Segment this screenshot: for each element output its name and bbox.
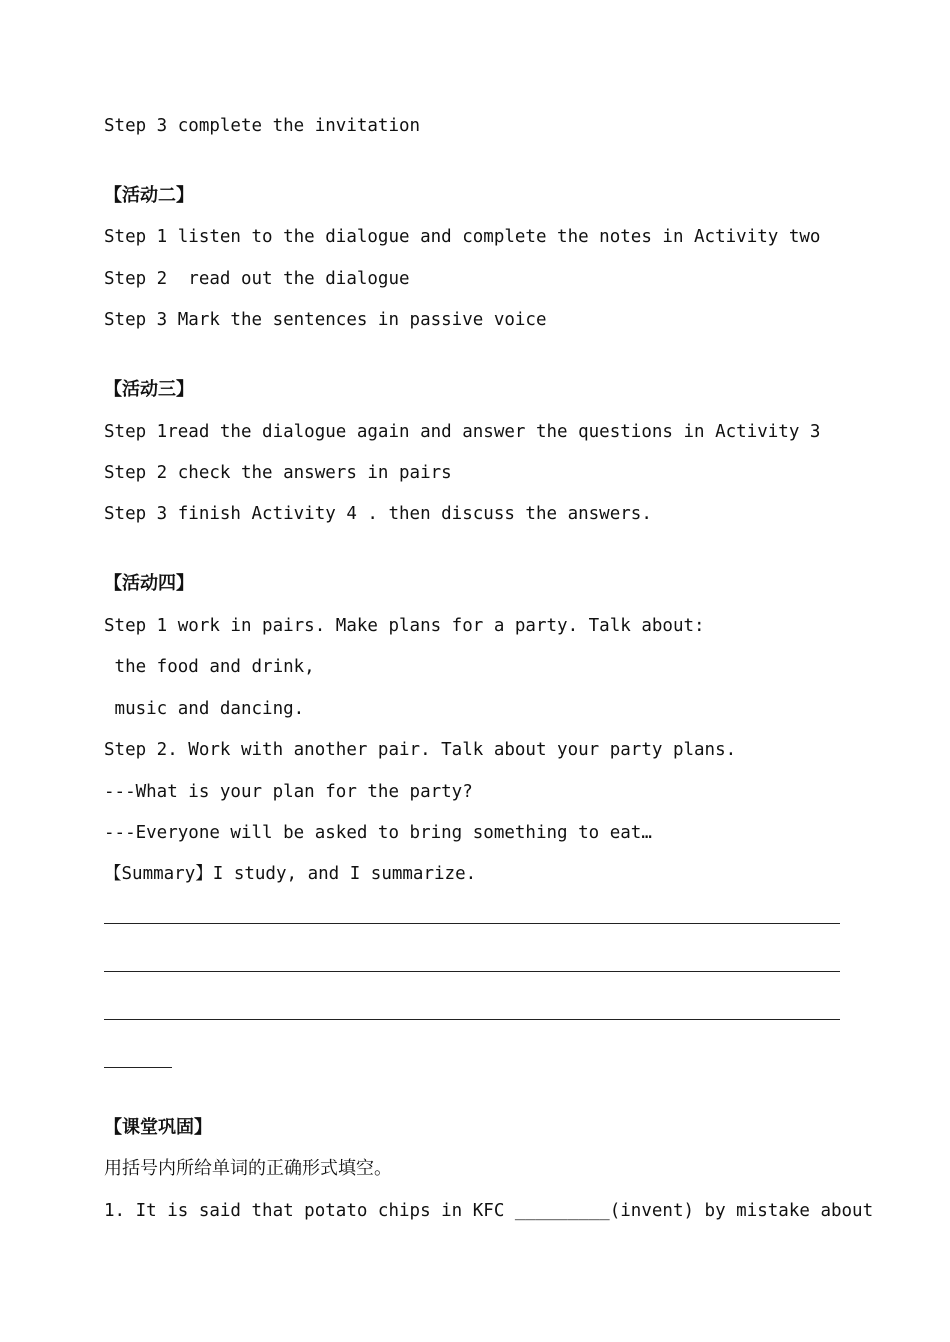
- summary-heading: 【Summary】I study, and I summarize.: [104, 864, 477, 884]
- section-heading-activity-2: 【活动二】: [104, 185, 194, 206]
- step-line: Step 3 Mark the sentences in passive voice: [104, 310, 547, 330]
- step-line: Step 1read the dialogue again and answer the questions in Activity 3: [104, 422, 821, 442]
- step-line: Step 2. Work with another pair. Talk about your party plans.: [104, 740, 737, 760]
- dialogue-line: ---Everyone will be asked to bring something to eat…: [104, 823, 652, 843]
- exercise-instruction: 用括号内所给单词的正确形式填空。: [104, 1158, 392, 1179]
- step-line: Step 2 check the answers in pairs: [104, 463, 452, 483]
- talk-topic-item: the food and drink,: [104, 657, 315, 677]
- answer-blank-line: [104, 1019, 840, 1020]
- step-line: Step 2 read out the dialogue: [104, 269, 410, 289]
- talk-topic-item: music and dancing.: [104, 699, 305, 719]
- answer-blank-line: [104, 1067, 172, 1068]
- section-heading-activity-3: 【活动三】: [104, 379, 194, 400]
- section-heading-activity-4: 【活动四】: [104, 573, 194, 594]
- dialogue-line: ---What is your plan for the party?: [104, 782, 473, 802]
- step-line: Step 3 finish Activity 4 . then discuss the answers.: [104, 504, 652, 524]
- answer-blank-line: [104, 923, 840, 924]
- answer-blank-line: [104, 971, 840, 972]
- step-line: Step 1 work in pairs. Make plans for a party. Talk about:: [104, 616, 705, 636]
- step-line: Step 1 listen to the dialogue and complete the notes in Activity two: [104, 227, 821, 247]
- step-line: Step 3 complete the invitation: [104, 116, 421, 136]
- section-heading-consolidation: 【课堂巩固】: [104, 1117, 212, 1138]
- exercise-question: 1. It is said that potato chips in KFC _________(invent) by mistake about: [104, 1201, 874, 1221]
